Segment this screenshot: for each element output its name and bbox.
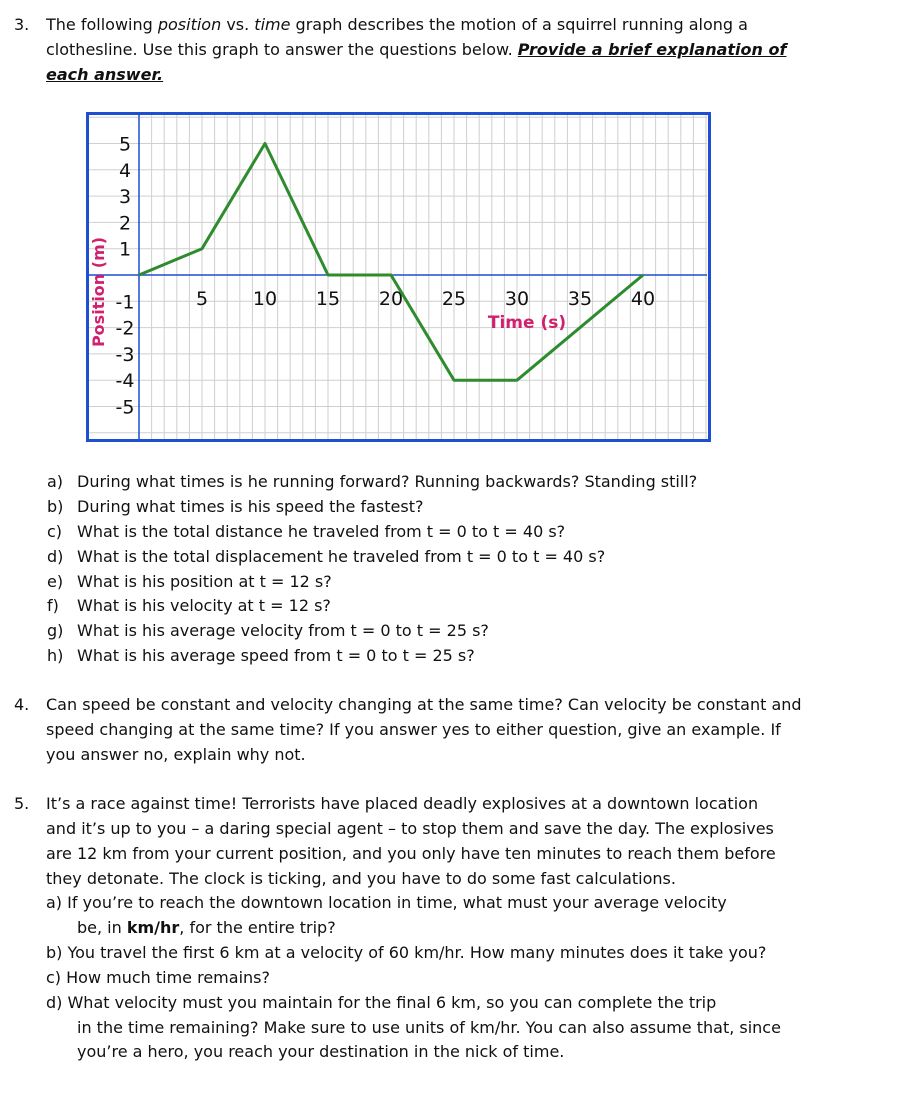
q3-part-h: h) What is his average speed from t = 0 to t = 25 s? <box>47 646 475 665</box>
question-5-part-d-line-1: d) What velocity must you maintain for the final 6 km, so you can complete the trip <box>46 993 717 1012</box>
q3-part-c: c) What is the total distance he traveled from t = 0 to t = 40 s? <box>47 522 566 541</box>
y-tick-label: 4 <box>118 159 132 182</box>
question-3-number: 3. <box>14 15 30 34</box>
question-5-line-1: It’s a race against time! Terrorists have placed deadly explosives at a downtown location <box>46 794 759 813</box>
x-tick-label: 20 <box>378 288 404 310</box>
q3-part-g: g) What is his average velocity from t = 0 to t = 25 s? <box>47 621 489 640</box>
x-tick-label: 5 <box>195 288 209 310</box>
q3-part-e: e) What is his position at t = 12 s? <box>47 572 332 591</box>
x-tick-label: 10 <box>252 288 278 310</box>
x-tick-label: 30 <box>504 288 530 310</box>
question-5-part-b: b) You travel the first 6 km at a velocity of 60 km/hr. How many minutes does it take you? <box>46 943 767 962</box>
question-3-line-3: each answer. <box>46 65 164 84</box>
x-axis-label: Time (s) <box>487 313 567 333</box>
y-axis-label: Position (m) <box>89 236 108 348</box>
question-4-line-1: Can speed be constant and velocity changing at the same time? Can velocity be constant and <box>46 695 802 714</box>
question-5-line-3: are 12 km from your current position, and you only have ten minutes to reach them before <box>46 844 776 863</box>
question-5-part-a-line-2: be, in km/hr, for the entire trip? <box>77 918 336 937</box>
x-tick-label: 15 <box>315 288 341 310</box>
graph-border <box>88 114 710 441</box>
q3-part-b: b) During what times is his speed the fastest? <box>47 497 424 516</box>
y-tick-label: 1 <box>118 238 132 261</box>
question-5-number: 5. <box>14 794 30 813</box>
y-tick-label: -5 <box>115 396 135 419</box>
position-time-graph <box>86 112 711 442</box>
q3-part-a: a) During what times is he running forward? Running backwards? Standing still? <box>47 472 698 491</box>
y-tick-label: -3 <box>115 343 135 366</box>
q3-part-f: f) What is his velocity at t = 12 s? <box>47 596 331 615</box>
question-5-part-a-line-1: a) If you’re to reach the downtown location in time, what must your average velocity <box>46 893 727 912</box>
y-tick-label: -4 <box>115 370 135 393</box>
question-4-line-3: you answer no, explain why not. <box>46 745 306 764</box>
question-5-line-2: and it’s up to you – a daring special agent – to stop them and save the day. The explosives <box>46 819 774 838</box>
question-3-line-1: The following position vs. time graph describes the motion of a squirrel running along a <box>46 15 748 34</box>
question-4-line-2: speed changing at the same time? If you answer yes to either question, give an example. If <box>46 720 781 739</box>
x-tick-label: 40 <box>630 288 656 310</box>
x-tick-label: 25 <box>441 288 467 310</box>
y-tick-label: 5 <box>118 133 132 156</box>
y-tick-label: 2 <box>118 212 132 235</box>
question-5-part-c: c) How much time remains? <box>46 968 270 987</box>
y-tick-label: -2 <box>115 317 135 340</box>
q3-part-d: d) What is the total displacement he traveled from t = 0 to t = 40 s? <box>47 547 606 566</box>
question-5-part-d-line-3: you’re a hero, you reach your destination in the nick of time. <box>77 1042 565 1061</box>
x-tick-label: 35 <box>567 288 593 310</box>
question-5-line-4: they detonate. The clock is ticking, and you have to do some fast calculations. <box>46 869 676 888</box>
question-5-part-d-line-2: in the time remaining? Make sure to use units of km/hr. You can also assume that, since <box>77 1018 781 1037</box>
y-tick-label: 3 <box>118 186 132 209</box>
y-tick-label: -1 <box>115 291 135 314</box>
question-4-number: 4. <box>14 695 30 714</box>
question-3-line-2: clothesline. Use this graph to answer the questions below. Provide a brief explanation of <box>46 40 787 59</box>
